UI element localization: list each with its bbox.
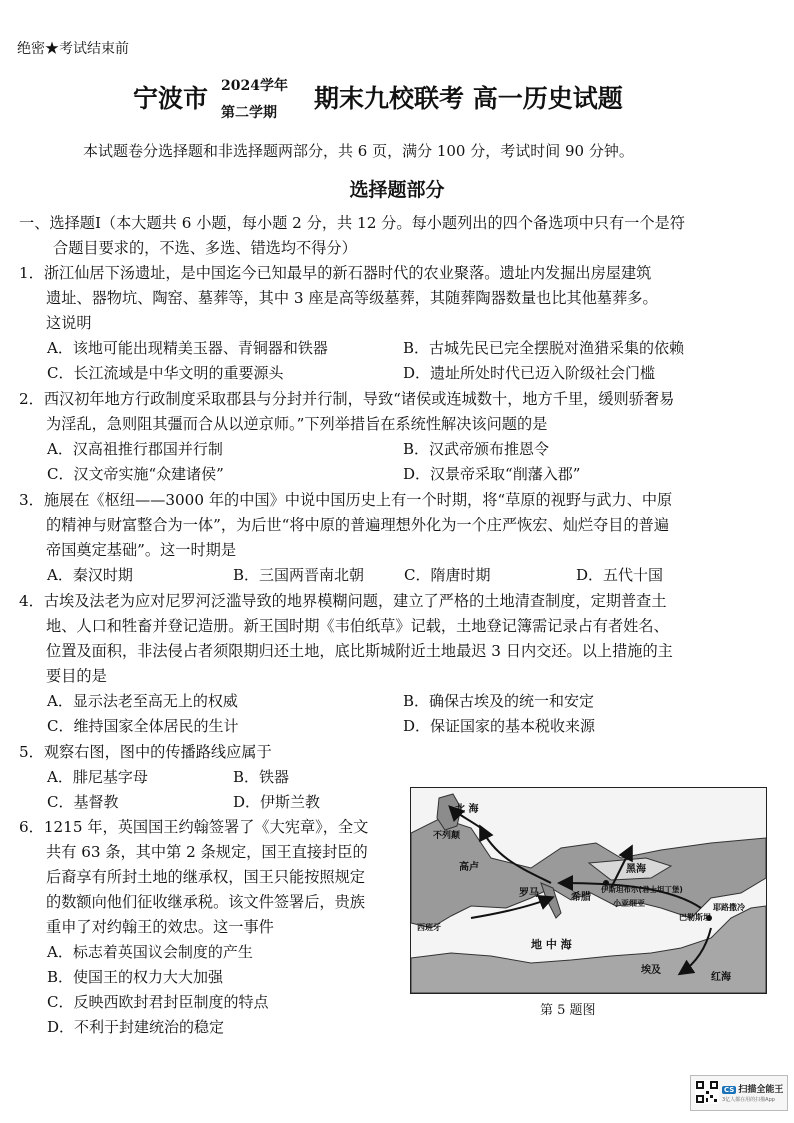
q2-option-a[interactable]: A．汉高祖推行郡国并行制 bbox=[47, 440, 223, 458]
q5-option-b[interactable]: B．铁器 bbox=[233, 768, 290, 786]
map-label-red-sea: 红海 bbox=[711, 972, 731, 983]
map-label-asia-minor: 小亚细亚 bbox=[613, 899, 645, 908]
map-label-palestine: 巴勒斯坦 bbox=[679, 913, 711, 922]
map-label-gaul: 高卢 bbox=[459, 862, 479, 873]
title-term: 第二学期 bbox=[221, 105, 277, 121]
q2-option-d[interactable]: D．汉景帝采取“削藩入郡” bbox=[403, 465, 581, 483]
q4-line-4: 要目的是 bbox=[46, 667, 107, 685]
q5-option-a[interactable]: A．腓尼基字母 bbox=[47, 768, 148, 786]
cs-badge-icon: CS bbox=[724, 1086, 735, 1094]
page-title bbox=[133, 79, 623, 115]
q1-option-c[interactable]: C．长江流域是中华文明的重要源头 bbox=[47, 364, 284, 382]
map-caption: 第 5 题图 bbox=[540, 1003, 596, 1018]
q4-option-c[interactable]: C．维持国家全体居民的生计 bbox=[47, 717, 239, 735]
q2-line-1: 2．西汉初年地方行政制度采取郡县与分封并行制，导致“诸侯或连城数十，地方千里，缓则骄奢易 bbox=[19, 390, 675, 408]
map-label-jerusalem: 耶路撒冷 bbox=[713, 903, 745, 912]
scanner-brand bbox=[722, 1082, 783, 1095]
map-label-britain: 不列颠 bbox=[433, 831, 461, 841]
q4-option-a[interactable]: A．显示法老至高无上的权威 bbox=[47, 692, 238, 710]
q6-line-1: 6．1215 年，英国国王约翰签署了《大宪章》，全文 bbox=[19, 818, 369, 836]
title-year: 2024学年 bbox=[221, 78, 288, 94]
map-label-mediterranean: 地 中 海 bbox=[531, 938, 572, 951]
instruction-line-1: 一、选择题Ⅰ（本大题共 6 小题，每小题 2 分，共 12 分。每小题列出的四个备选项中只有一个是符 bbox=[19, 214, 685, 232]
exam-intro: 本试题卷分选择题和非选择题两部分，共 6 页，满分 100 分，考试时间 90 分钟。 bbox=[83, 142, 634, 160]
map-label-greece: 希腊 bbox=[571, 892, 591, 903]
q1-line-1: 1．浙江仙居下汤遗址，是中国迄今已知最早的新石器时代的农业聚落。遗址内发掘出房屋建筑 bbox=[19, 264, 652, 282]
title-exam: 期末九校联考 高一历史试题 bbox=[314, 84, 623, 113]
q1-line-2: 遗址、器物坑、陶窑、墓葬等，其中 3 座是高等级墓葬，其随葬陶器数量也比其他墓葬多。 bbox=[46, 289, 658, 307]
q2-option-c[interactable]: C．汉文帝实施“众建诸侯” bbox=[47, 465, 224, 483]
q3-option-b[interactable]: B．三国两晋南北朝 bbox=[233, 566, 365, 584]
q5-line-1: 5．观察右图，图中的传播路线应属于 bbox=[19, 743, 272, 761]
q5-map-figure bbox=[410, 787, 767, 994]
q1-option-b[interactable]: B．古城先民已完全摆脱对渔猎采集的依赖 bbox=[403, 339, 685, 357]
q3-option-d[interactable]: D．五代十国 bbox=[576, 566, 664, 584]
map-label-rome: 罗马 bbox=[519, 888, 539, 899]
instruction-line-2: 合题目要求的，不选、多选、错选均不得分） bbox=[53, 239, 357, 257]
title-city: 宁波市 bbox=[133, 84, 209, 113]
q1-option-a[interactable]: A．该地可能出现精美玉器、青铜器和铁器 bbox=[47, 339, 328, 357]
map-label-egypt: 埃及 bbox=[641, 965, 661, 976]
q1-option-d[interactable]: D．遗址所处时代已迈入阶级社会门槛 bbox=[403, 364, 656, 382]
q1-line-3: 这说明 bbox=[46, 314, 92, 332]
q6-option-b[interactable]: B．使国王的权力大大加强 bbox=[47, 968, 224, 986]
q6-option-d[interactable]: D．不利于封建统治的稳定 bbox=[47, 1018, 225, 1036]
map-label-byzantium: 伊斯坦布尔(君士坦丁堡) bbox=[601, 885, 683, 894]
scanner-brand-text: 扫描全能王 bbox=[738, 1085, 784, 1095]
q6-option-a[interactable]: A．标志着英国议会制度的产生 bbox=[47, 943, 253, 961]
qr-code-icon bbox=[695, 1080, 719, 1104]
section-title: 选择题部分 bbox=[349, 179, 445, 201]
map-label-spain: 西班牙 bbox=[417, 923, 441, 932]
scanner-watermark bbox=[690, 1075, 788, 1111]
scanner-tagline: 3亿人都在用的扫描App bbox=[722, 1097, 775, 1103]
q3-option-a[interactable]: A．秦汉时期 bbox=[47, 566, 133, 584]
top-secret-label: 绝密★考试结束前 bbox=[17, 41, 129, 57]
q4-line-2: 地、人口和牲畜并登记造册。新王国时期《韦伯纸草》记载，土地登记簿需记录占有者姓名、 bbox=[46, 617, 669, 635]
q3-line-3: 帝国奠定基础”。这一时期是 bbox=[46, 541, 237, 559]
q6-line-3: 后裔享有所封土地的继承权，国王只能按照规定 bbox=[46, 868, 365, 886]
q4-line-1: 4．古埃及法老为应对尼罗河泛滥导致的地界模糊问题，建立了严格的土地清查制度，定期普查土 bbox=[19, 592, 667, 610]
q3-option-c[interactable]: C．隋唐时期 bbox=[404, 566, 491, 584]
q4-line-3: 位置及面积，非法侵占者须限期归还土地，底比斯城附近土地最迟 3 日内交还。以上措施的主 bbox=[46, 642, 673, 660]
q4-option-b[interactable]: B．确保古埃及的统一和安定 bbox=[403, 692, 595, 710]
q6-line-2: 共有 63 条，其中第 2 条规定，国王直接封臣的 bbox=[46, 843, 368, 861]
q5-option-c[interactable]: C．基督教 bbox=[47, 793, 119, 811]
map-label-north-sea: 北 海 bbox=[455, 804, 479, 815]
q3-line-2: 的精神与财富整合为一体”，为后世“将中原的普遍理想外化为一个庄严恢宏、灿烂夺目的普遍 bbox=[46, 516, 670, 534]
q6-line-4: 的数额向他们征收继承税。该文件签署后，贵族 bbox=[46, 893, 365, 911]
q2-option-b[interactable]: B．汉武帝颁布推恩令 bbox=[403, 440, 550, 458]
q5-option-d[interactable]: D．伊斯兰教 bbox=[233, 793, 321, 811]
q6-line-5: 重申了对约翰王的效忠。这一事件 bbox=[46, 918, 274, 936]
q4-option-d[interactable]: D．保证国家的基本税收来源 bbox=[403, 717, 596, 735]
q6-option-c[interactable]: C．反映西欧封君封臣制度的特点 bbox=[47, 993, 269, 1011]
map-label-black-sea: 黑海 bbox=[626, 864, 646, 875]
q2-line-2: 为淫乱，急则阻其彊而合从以逆京师。”下列举措旨在系统性解决该问题的是 bbox=[46, 415, 548, 433]
q3-line-1: 3．施展在《枢纽——3000 年的中国》中说中国历史上有一个时期，将“草原的视野与武力、中原 bbox=[19, 491, 673, 509]
mediterranean-map bbox=[411, 788, 766, 993]
